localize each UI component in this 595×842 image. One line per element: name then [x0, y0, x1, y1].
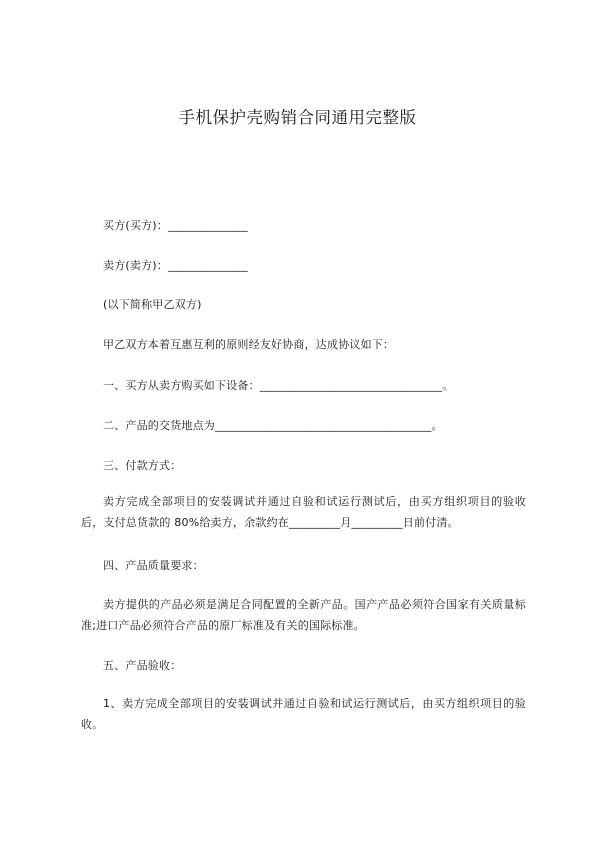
- clause-3-heading: 三、付款方式：: [103, 459, 182, 472]
- clause-1: 一、买方从卖方购买如下设备：________________________________。: [103, 379, 454, 392]
- payment-paragraph: 卖方完成全部项目的安装调试并通过自验和试运行测试后，由买方组织项目的验收后，支付总货款的 80%给卖方，余款约在_________月_________日前付清。: [81, 495, 526, 529]
- acceptance-paragraph: 1、卖方完成全部项目的安装调试并通过自验和试运行测试后，由买方组织项目的验收。: [81, 697, 526, 731]
- document-title: 手机保护壳购销合同通用完整版: [178, 108, 417, 127]
- short-name-note: (以下简称甲乙双方): [103, 298, 202, 311]
- clause-5-heading: 五、产品验收：: [103, 659, 182, 672]
- quality-paragraph: 卖方提供的产品必须是满足合同配置的全新产品。国产产品必须符合国家有关质量标准;进口产品必须符合产品的原厂标准及有关的国际标准。: [81, 598, 526, 632]
- seller-line: 卖方(卖方)：______________: [103, 259, 248, 272]
- buyer-line: 买方(买方)：______________: [103, 219, 248, 232]
- intro-text: 甲乙双方本着互惠互利的原则经友好协商，达成协议如下：: [103, 338, 395, 351]
- clause-4-heading: 四、产品质量要求：: [103, 559, 204, 572]
- clause-2: 二、产品的交货地点为______________________________________。: [103, 419, 443, 432]
